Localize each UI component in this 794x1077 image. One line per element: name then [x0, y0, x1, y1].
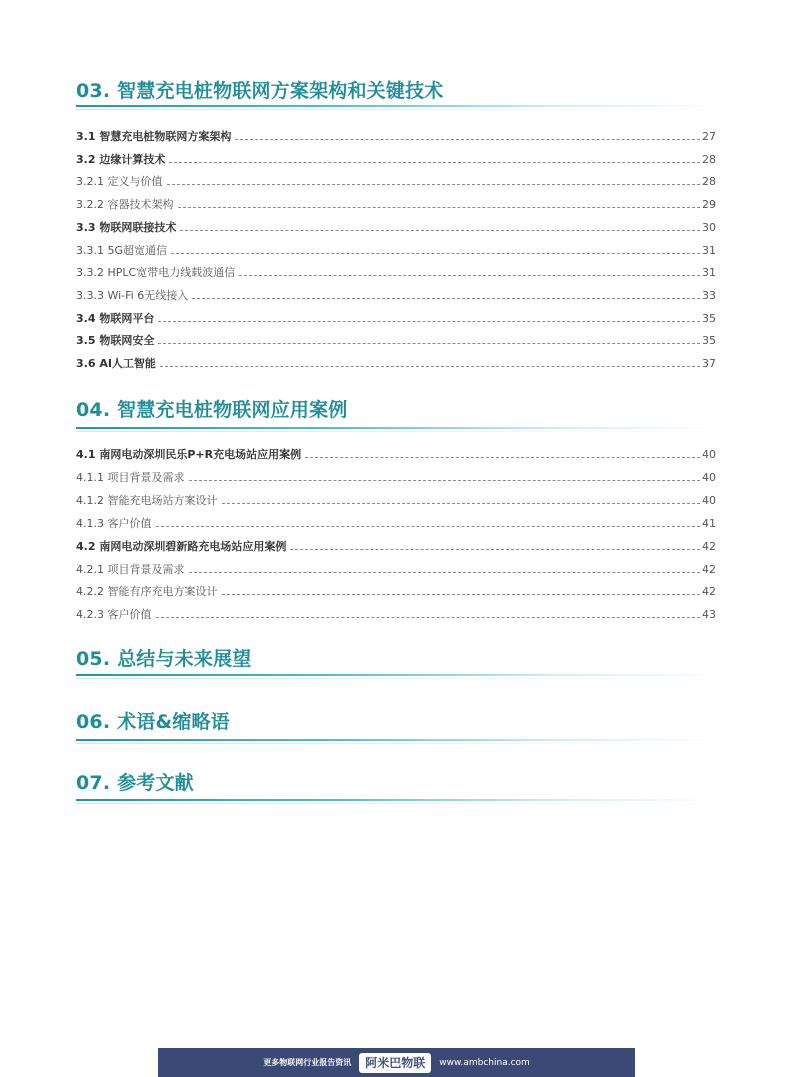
section-rule	[76, 799, 716, 801]
toc-entry-page: 30	[702, 220, 716, 234]
toc-entry[interactable]	[76, 151, 716, 167]
toc-entry-page: 37	[702, 357, 716, 370]
footer-text: 更多物联网行业报告资讯	[263, 1058, 352, 1067]
toc-entry[interactable]	[76, 219, 716, 235]
toc-entry-label: 3.3.2 HPLC宽带电力线载波通信	[76, 266, 236, 280]
toc-entry[interactable]	[76, 332, 716, 348]
toc-leader-dots	[305, 456, 700, 458]
toc-entry-label: 3.1 智慧充电桩物联网方案架构	[76, 130, 232, 143]
toc-entry[interactable]	[76, 196, 716, 212]
toc-entry-page: 42	[702, 562, 716, 576]
toc-entry-page: 40	[702, 448, 716, 461]
section-title: 07. 参考文献	[76, 772, 194, 794]
toc-entry[interactable]	[76, 310, 716, 326]
footer-brand-logo: 阿米巴物联	[359, 1053, 431, 1073]
toc-entry[interactable]	[76, 583, 716, 599]
toc-entry-page: 42	[702, 539, 716, 553]
section-05	[76, 648, 716, 670]
section-rule-light	[76, 803, 716, 804]
toc-leader-dots	[222, 502, 701, 504]
toc-entry-label: 4.2.3 客户价值	[76, 608, 152, 622]
toc-entry-label: 4.1.2 智能充电场站方案设计	[76, 493, 218, 507]
section-rule-light	[76, 743, 716, 744]
toc-leader-dots	[222, 593, 701, 595]
toc-entry-label: 3.2.1 定义与价值	[76, 175, 163, 189]
toc-leader-dots	[167, 183, 701, 185]
toc-entry-label: 3.3.1 5G超宽通信	[76, 243, 168, 257]
toc-leader-dots	[156, 525, 701, 527]
section-title: 03. 智慧充电桩物联网方案架构和关键技术	[76, 80, 444, 102]
section-07	[76, 772, 716, 794]
toc-entry-page: 43	[702, 608, 716, 622]
section-rule-light	[76, 678, 716, 679]
toc-entry[interactable]	[76, 355, 716, 371]
toc-entry-label: 3.2.2 容器技术架构	[76, 198, 174, 212]
toc-entry-label: 4.2.1 项目背景及需求	[76, 562, 185, 576]
toc-entry-label: 3.3.3 Wi-Fi 6无线接入	[76, 288, 189, 302]
section-rule-light	[76, 431, 716, 432]
toc-entry-page: 42	[702, 585, 716, 599]
toc-entry[interactable]	[76, 538, 716, 554]
section-03	[76, 80, 716, 102]
toc-leader-dots	[189, 571, 701, 573]
toc-leader-dots	[158, 320, 700, 322]
toc-leader-dots	[189, 479, 701, 481]
section-rule-light	[76, 109, 716, 110]
toc-entry-page: 35	[702, 334, 716, 348]
toc-entry-page: 31	[702, 243, 716, 257]
toc-entry-label: 4.2.2 智能有序充电方案设计	[76, 585, 218, 599]
toc-entry-label: 3.4 物联网平台	[76, 311, 155, 325]
toc-entry-page: 35	[702, 311, 716, 325]
section-rule	[76, 105, 716, 107]
toc-entry-page: 27	[702, 130, 716, 143]
toc-leader-dots	[192, 297, 700, 299]
toc-leader-dots	[169, 161, 700, 163]
section-title: 06. 术语&缩略语	[76, 711, 230, 733]
toc-entry-label: 3.6 AI人工智能	[76, 357, 156, 370]
toc-leader-dots	[178, 206, 701, 208]
toc-entry-page: 40	[702, 470, 716, 484]
toc-leader-dots	[156, 616, 701, 618]
toc-entry-page: 41	[702, 516, 716, 530]
section-title: 05. 总结与未来展望	[76, 648, 252, 670]
section-rule	[76, 739, 716, 741]
toc-entry-label: 4.1.3 客户价值	[76, 516, 152, 530]
toc-entry[interactable]	[76, 606, 716, 622]
toc-leader-dots	[180, 229, 700, 231]
toc-entry-page: 40	[702, 493, 716, 507]
toc-entry-label: 3.2 边缘计算技术	[76, 152, 166, 166]
toc-entry-label: 4.1.1 项目背景及需求	[76, 470, 185, 484]
toc-entry-page: 28	[702, 175, 716, 189]
toc-entry[interactable]	[76, 173, 716, 189]
section-rule	[76, 674, 716, 676]
toc-entry[interactable]	[76, 515, 716, 531]
toc-entry[interactable]	[76, 264, 716, 280]
footer-url-link[interactable]: www.ambchina.com	[439, 1057, 530, 1068]
toc-leader-dots	[290, 548, 700, 550]
toc-entry[interactable]	[76, 446, 716, 462]
toc-entry-page: 33	[702, 288, 716, 302]
section-rule	[76, 427, 716, 429]
toc-entry-label: 4.2 南网电动深圳碧新路充电场站应用案例	[76, 539, 287, 553]
toc-entry-page: 29	[702, 198, 716, 212]
toc-entry-page: 28	[702, 152, 716, 166]
toc-entry-label: 4.1 南网电动深圳民乐P+R充电场站应用案例	[76, 448, 302, 461]
toc-leader-dots	[160, 365, 700, 367]
toc-entry[interactable]	[76, 469, 716, 485]
section-06	[76, 711, 716, 733]
toc-entry-label: 3.5 物联网安全	[76, 334, 155, 348]
toc-leader-dots	[158, 342, 700, 344]
toc-entry[interactable]	[76, 561, 716, 577]
toc-entry[interactable]	[76, 287, 716, 303]
footer-banner	[158, 1048, 635, 1077]
toc-entry[interactable]	[76, 128, 716, 144]
toc-entry-label: 3.3 物联网联接技术	[76, 220, 177, 234]
section-title: 04. 智慧充电桩物联网应用案例	[76, 399, 348, 421]
toc-entry[interactable]	[76, 492, 716, 508]
toc-leader-dots	[171, 252, 700, 254]
section-04	[76, 399, 716, 421]
toc-leader-dots	[235, 138, 700, 140]
toc-entry[interactable]	[76, 242, 716, 258]
toc-entry-page: 31	[702, 266, 716, 280]
toc-leader-dots	[239, 274, 700, 276]
